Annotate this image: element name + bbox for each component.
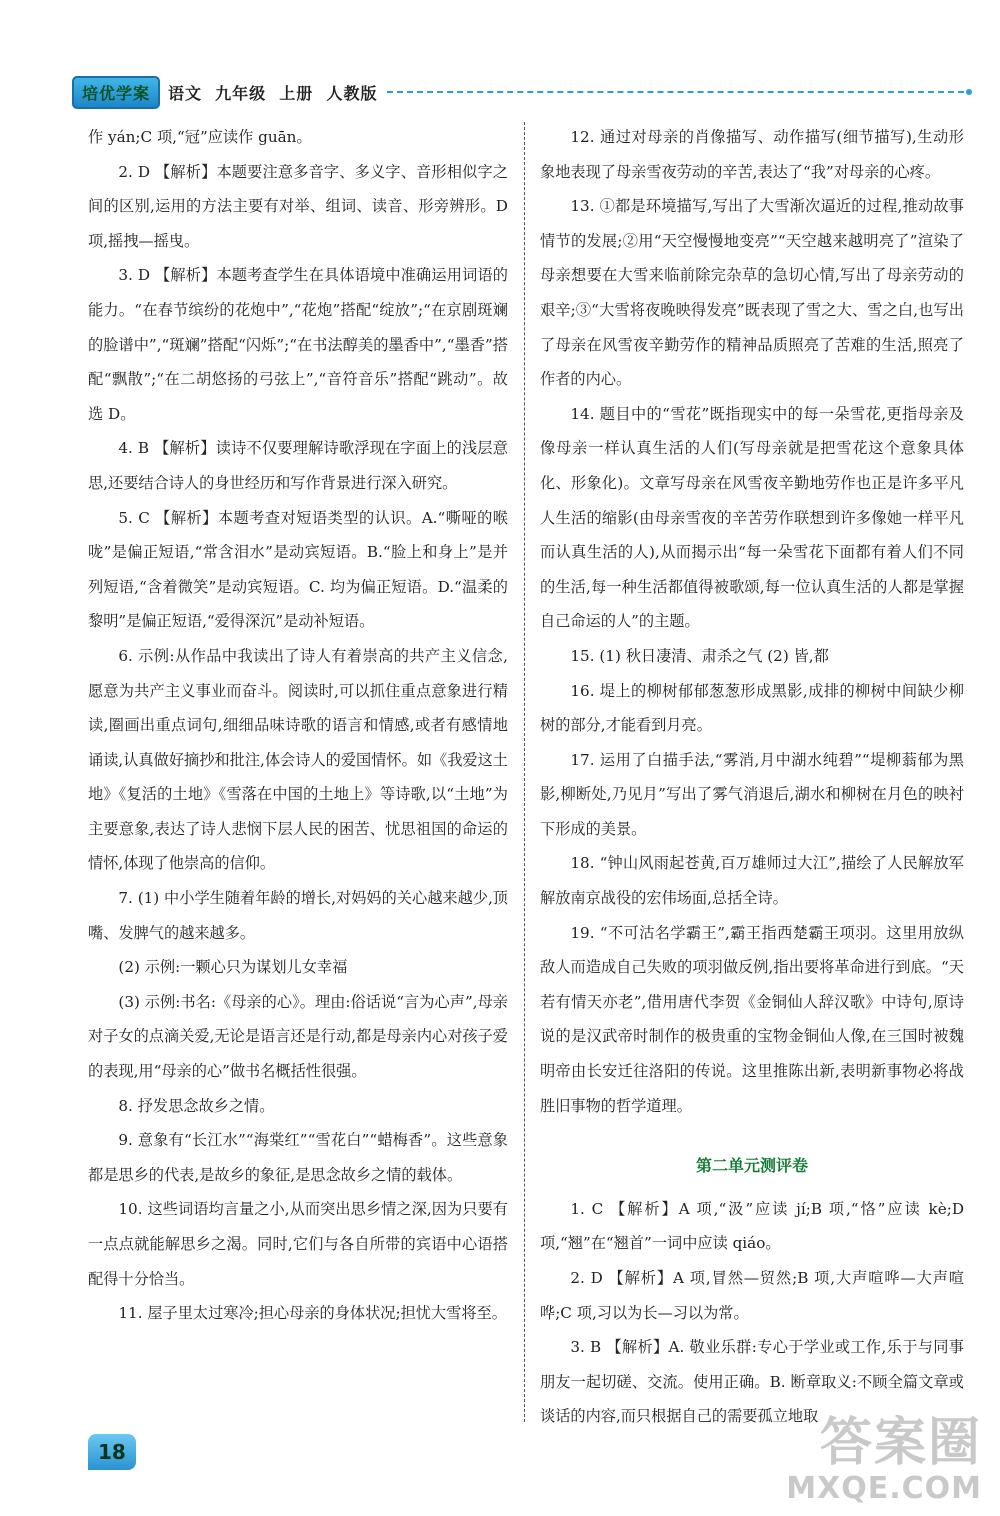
answer-8: 8. 抒发思念故乡之情。 (118, 1096, 275, 1115)
answer-5: 5. C 【解析】本题考查对短语类型的认识。A.“嘶哑的喉咙”是偏正短语,“常含泪水”是动宾短语。B.“脸上和身上”是并列短语,“含着微笑”是动宾短语。C. 均为偏正短语。D.“温柔的黎明”是偏正短语,“爱得深沉”是动补短语。 (88, 508, 508, 631)
answer-15: 15. (1) 秋日凄清、肃杀之气 (2) 皆,都 (570, 646, 829, 665)
page-header (72, 76, 972, 108)
answer-2: 2. D 【解析】本题要注意多音字、多义字、音形相似字之间的区别,运用的方法主要有对举、组词、读音、形旁辨形。D 项,摇拽—摇曳。 (88, 162, 508, 250)
answer-3: 3. D 【解析】本题考查学生在具体语境中准确运用词语的能力。“在春节缤纷的花炮中”,“花炮”搭配“绽放”;“在京剧斑斓的脸谱中”,“斑斓”搭配“闪烁”;“在书法醇美的墨香中”,“墨香”搭配“飘散”;“在二胡悠扬的弓弦上”,“音符音乐”搭配“跳动”。故选 D。 (88, 266, 508, 423)
answer-text: 作 yán;C 项,“冠”应读作 guān。 (88, 128, 312, 146)
answer-7-3: (3) 示例:书名:《母亲的心》。理由:俗话说“言为心声”,母亲对子女的点滴关爱,无论是语言还是行动,都是母亲内心对孩子爱的表现,用“母亲的心”做书名概括性很强。 (88, 992, 508, 1081)
section2-answer-2: 2. D 【解析】A 项,冒然—贸然;B 项,大声喧哗—大声喧哗;C 项,习以为长—习以为常。 (540, 1269, 964, 1322)
answer-6: 6. 示例:从作品中我读出了诗人有着崇高的共产主义信念,愿意为共产主义事业而奋斗。阅读时,可以抓住重点意象进行精读,圈画出重点词句,细细品味诗歌的语言和情感,或者有感情地诵读,认真做好摘抄和批注,体会诗人的爱国情怀。如《我爱这土地》《复活的土地》《雪落在中国的土地上》等诗歌,以“土地”为主要意象,表达了诗人悲悯下层人民的困苦、忧思祖国的命运的情怀,体现了他崇高的信仰。 (88, 646, 508, 873)
column-divider (524, 122, 525, 1422)
answer-14: 14. 题目中的“雪花”既指现实中的每一朵雪花,更指母亲及像母亲一样认真生活的人们(写母亲就是把雪花这个意象具体化、形象化)。文章写母亲在风雪夜辛勤地劳作也正是许多平凡人生活的缩影(由母亲雪夜的辛苦劳作联想到许多像她一样平凡而认真生活的人),从而揭示出“每一朵雪花下面都有着人们不同的生活,每一种生活都值得被歌颂,每一位认真生活的人都是掌握自己命运的人”的主题。 (540, 404, 964, 631)
header-divider (387, 91, 964, 93)
watermark-logo: 答案圈 (819, 1413, 982, 1473)
section-title: 第二单元测评卷 (695, 1156, 808, 1176)
book-title: 语文 九年级 上册 人教版 (168, 83, 378, 103)
series-logo: 培优学案 (72, 76, 160, 109)
watermark-url: MXQE.COM (786, 1471, 982, 1506)
answer-7-1: 7. (1) 中小学生随着年龄的增长,对妈妈的关心越来越少,顶嘴、发脾气的越来越多。 (88, 889, 508, 942)
answer-4: 4. B 【解析】读诗不仅要理解诗歌浮现在字面上的浅层意思,还要结合诗人的身世经历和写作背景进行深入研究。 (88, 439, 508, 492)
left-column (88, 120, 508, 1331)
answer-13: 13. ①都是环境描写,写出了大雪渐次逼近的过程,推动故事情节的发展;②用“天空慢慢地变亮”“天空越来越明亮了”渲染了母亲想要在大雪来临前除完杂草的急切心情,写出了母亲劳动的艰辛;③“大雪将夜晚映得发亮”既表现了雪之大、雪之白,也写出了母亲在风雪夜辛勤劳作的精神品质照亮了苦难的生活,照亮了作者的内心。 (540, 197, 964, 389)
answer-17: 17. 运用了白描手法,“雾消,月中湖水纯碧”“堤柳蓊郁为黑影,柳断处,乃见月”写出了雾气消退后,湖水和柳树在月色的映衬下形成的美景。 (540, 750, 964, 838)
answer-18: 18. “钟山风雨起苍黄,百万雄师过大江”,描绘了人民解放军解放南京战役的宏伟场面,总括全诗。 (540, 854, 964, 908)
section2-answer-1: 1. C 【解析】A 项,“汲”应读 jí;B 项,“恪”应读 kè;D 项,“翘”在“翘首”一词中应读 qiáo。 (540, 1199, 964, 1253)
section2-answer-3: 3. B 【解析】A. 敬业乐群:专心于学业或工作,乐于与同事朋友一起切磋、交流。使用正确。B. 断章取义:不顾全篇文章或谈话的内容,而只根据自己的需要孤立地取 (540, 1338, 964, 1426)
answer-11: 11. 屋子里太过寒冷;担心母亲的身体状况;担忧大雪将至。 (118, 1304, 507, 1323)
page-number: 18 (88, 1434, 136, 1470)
answer-7-2: (2) 示例:一颗心只为谋划儿女幸福 (118, 958, 348, 977)
header-dot (966, 89, 972, 95)
answer-9: 9. 意象有“长江水”“海棠红”“雪花白”“蜡梅香”。这些意象都是思乡的代表,是故乡的象征,是思念故乡之情的载体。 (88, 1131, 508, 1184)
answer-16: 16. 堤上的柳树郁郁葱葱形成黑影,成排的柳树中间缺少柳树的部分,才能看到月亮。 (540, 681, 964, 735)
answer-12: 12. 通过对母亲的肖像描写、动作描写(细节描写),生动形象地表现了母亲雪夜劳动的辛苦,表达了“我”对母亲的心疼。 (540, 128, 964, 181)
watermark (786, 1415, 982, 1506)
right-column (540, 120, 964, 1434)
answer-19: 19. “不可沽名学霸王”,霸王指西楚霸王项羽。这里用放纵敌人而造成自己失败的项羽做反例,指出要将革命进行到底。“天若有情天亦老”,借用唐代李贺《金铜仙人辞汉歌》中诗句,原诗说的是汉武帝时制作的极贵重的宝物金铜仙人像,在三国时被魏明帝由长安迁往洛阳的传说。这里推陈出新,表明新事物必将战胜旧事物的哲学道理。 (540, 923, 964, 1115)
answer-10: 10. 这些词语均言量之小,从而突出思乡情之深,因为只要有一点点就能解思乡之渴。同时,它们与各自所带的宾语中心语搭配得十分恰当。 (88, 1200, 508, 1288)
